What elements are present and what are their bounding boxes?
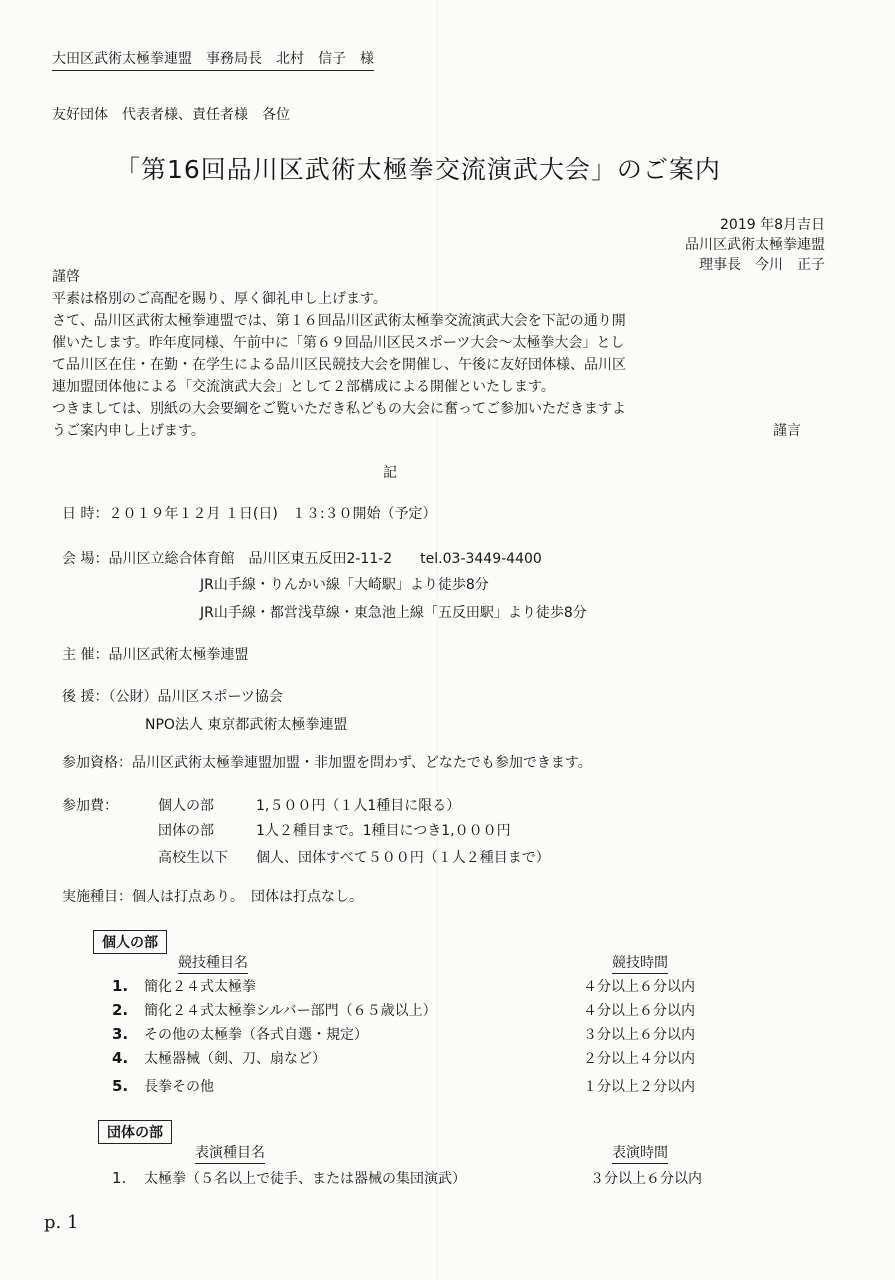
- letter-closing: 謹言: [773, 423, 801, 439]
- row-number: 3.: [112, 1025, 129, 1043]
- individual-col-event: 競技種目名: [178, 952, 248, 974]
- table-row: [112, 1024, 368, 1044]
- event-support-1: 後 援：（公財）品川区スポーツ協会: [62, 689, 283, 705]
- group-col-event: 表演種目名: [195, 1142, 265, 1164]
- event-host: 主 催：品川区武術太極拳連盟: [62, 647, 249, 663]
- row-event: 長拳その他: [144, 1079, 214, 1095]
- letter-line: 連加盟団体他による「交流演武大会」として２部構成による開催といたします。: [52, 379, 555, 395]
- table-row: [112, 1076, 214, 1096]
- event-datetime: 日 時：２０１９年１２月 １日(日) １３:３０開始（予定）: [62, 506, 437, 522]
- venue-access-osaki: JR山手線・りんかい線「大崎駅」より徒歩8分: [200, 577, 489, 593]
- letter-line: うご案内申し上げます。: [52, 423, 205, 439]
- letter-opening: 謹啓: [52, 269, 80, 285]
- row-time: ２分以上４分以内: [583, 1051, 695, 1067]
- letter-line: 平素は格別のご高配を賜り、厚く御礼申し上げます。: [52, 291, 387, 307]
- row-number: 5.: [112, 1077, 129, 1095]
- letter-body: [52, 288, 626, 442]
- fee-label: 参加費：: [62, 798, 118, 814]
- table-row: [112, 976, 256, 996]
- row-number: 2.: [112, 1001, 129, 1019]
- row-time: １分以上２分以内: [583, 1079, 695, 1095]
- event-support-2: NPO法人 東京都武術太極拳連盟: [145, 717, 348, 733]
- row-number: 4.: [112, 1049, 129, 1067]
- eligibility: 参加資格：品川区武術太極拳連盟加盟・非加盟を問わず、どなたでも参加できます。: [62, 755, 592, 771]
- table-row: [112, 1048, 326, 1068]
- table-row: [112, 1000, 437, 1020]
- sender-block: [685, 214, 825, 274]
- row-time: ４分以上６分以内: [583, 1003, 695, 1019]
- group-col-time: 表演時間: [612, 1142, 668, 1164]
- row-time: ３分以上６分以内: [590, 1171, 702, 1187]
- row-event: 簡化２４式太極拳: [144, 979, 256, 995]
- row-time: ４分以上６分以内: [583, 979, 695, 995]
- paper-fold-line: [437, 0, 438, 1280]
- fee-highschool: 高校生以下 個人、団体すべて５００円（１人２種目まで）: [158, 850, 550, 866]
- events-note: 実施種目：個人は打点あり。 団体は打点なし。: [62, 889, 363, 905]
- letter-line: て品川区在住・在勤・在学生による品川区民競技大会を開催し、午後に友好団体様、品川区: [52, 357, 626, 373]
- venue-access-gotanda: JR山手線・都営浅草線・東急池上線「五反田駅」より徒歩8分: [200, 605, 587, 621]
- addressee-line: 大田区武術太極拳連盟 事務局長 北村 信子 様: [52, 48, 374, 71]
- row-number: 1.: [112, 1169, 127, 1187]
- page-number: p. 1: [44, 1212, 79, 1233]
- individual-col-time: 競技時間: [612, 952, 668, 974]
- ki-mark: 記: [383, 465, 397, 481]
- letter-line: さて、品川区武術太極拳連盟では、第１６回品川区武術太極拳交流演武大会を下記の通り開: [52, 313, 626, 329]
- sender-name: 理事長 今川 正子: [699, 257, 825, 273]
- sender-date: 2019 年8月吉日: [720, 217, 825, 233]
- recipients-line: 友好団体 代表者様、責任者様 各位: [52, 107, 290, 123]
- event-venue: 会 場：品川区立総合体育館 品川区東五反田2-11-2 tel.03-3449-4400: [62, 551, 542, 567]
- table-row: [112, 1168, 466, 1188]
- row-event: 簡化２４式太極拳シルバー部門（６５歳以上）: [144, 1003, 437, 1019]
- row-number: 1.: [112, 977, 129, 995]
- group-heading: 団体の部: [98, 1120, 172, 1144]
- row-time: ３分以上６分以内: [583, 1027, 695, 1043]
- letter-line: つきましては、別紙の大会要綱をご覧いただき私どもの大会に奮ってご参加いただきますよ: [52, 401, 626, 417]
- row-event: 太極器械（剣、刀、扇など）: [144, 1051, 326, 1067]
- individual-heading: 個人の部: [93, 930, 167, 954]
- fee-group: 団体の部 1人２種目まで。1種目につき1,０００円: [158, 823, 511, 839]
- document-title: 「第16回品川区武術太極拳交流演武大会」のご案内: [115, 155, 721, 184]
- fee-individual: 個人の部 1,５００円（１人1種目に限る）: [158, 798, 461, 814]
- row-event: その他の太極拳（各式自選・規定）: [144, 1027, 368, 1043]
- row-event: 太極拳（５名以上で徒手、または器械の集団演武）: [144, 1171, 466, 1187]
- sender-org: 品川区武術太極拳連盟: [685, 237, 825, 253]
- letter-line: 催いたします。昨年度同様、午前中に「第６９回品川区民スポーツ大会～太極拳大会」とし: [52, 335, 625, 351]
